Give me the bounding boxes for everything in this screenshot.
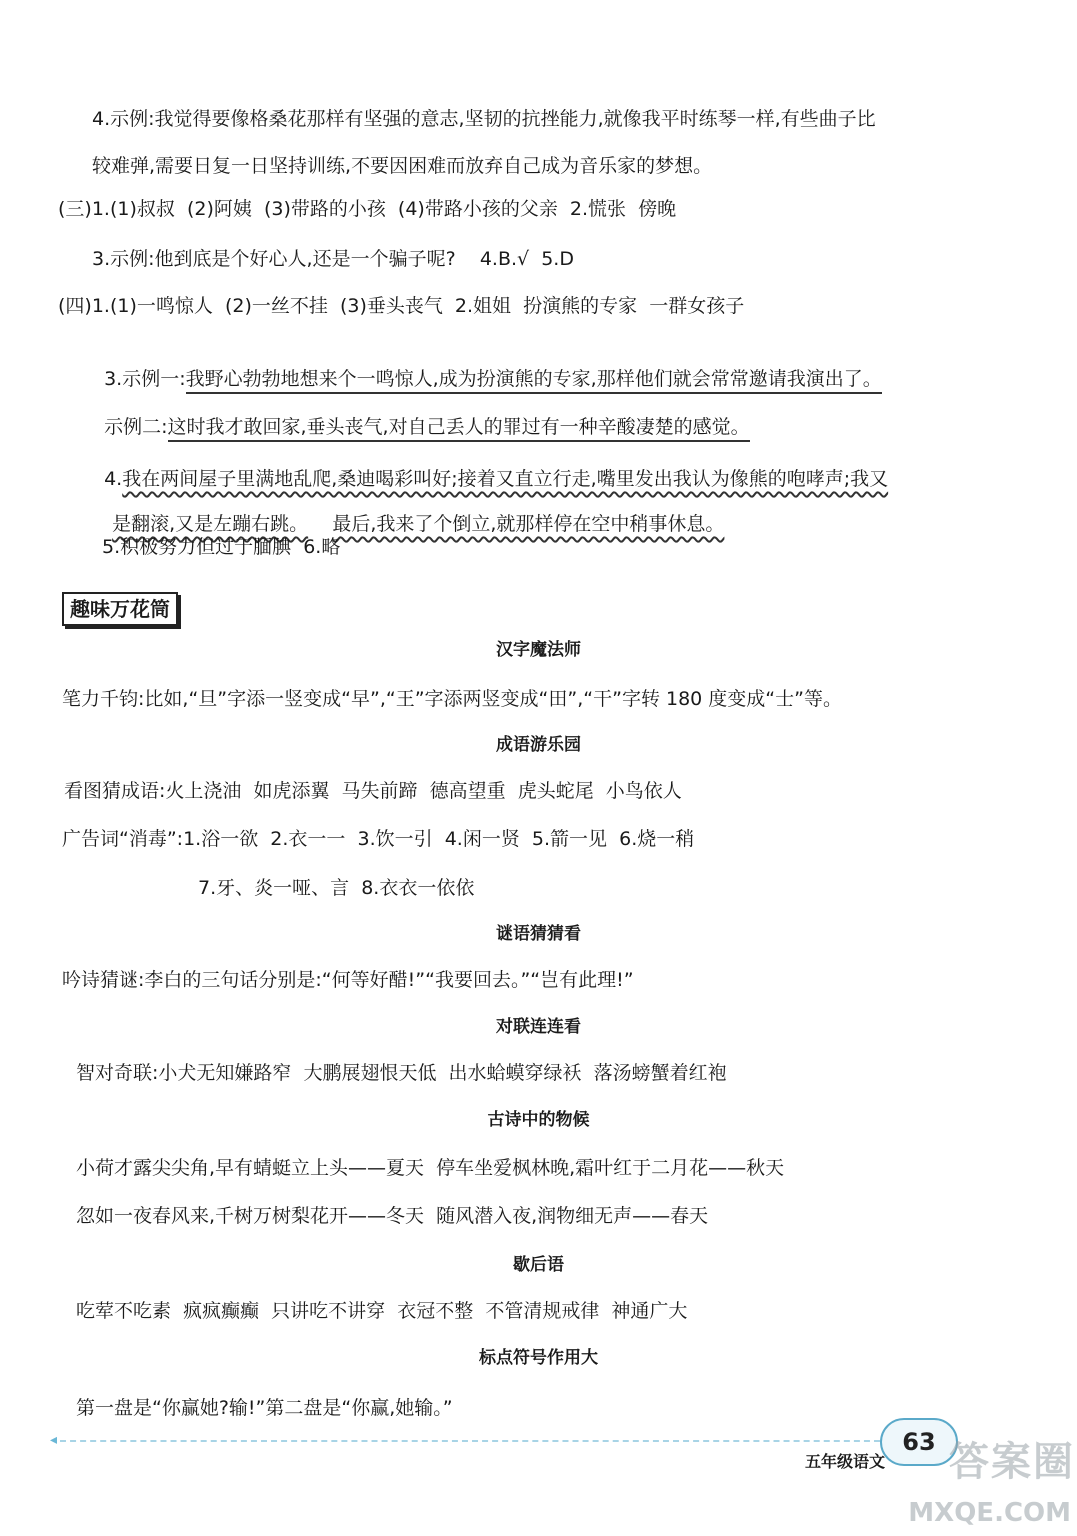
subheading: 谜语猜猜看 <box>496 924 581 944</box>
subheading: 对联连连看 <box>496 1017 581 1037</box>
subheading: 古诗中的物候 <box>487 1110 590 1130</box>
wavy-underlined-answer: 最后,我来了个倒立,就那样停在空中稍事休息。 <box>332 513 725 535</box>
footer-divider <box>60 1440 880 1442</box>
wavy-underlined-answer: 是翻滚,又是左蹦右跳。 <box>112 513 309 535</box>
underlined-answer: 这时我才敢回家,垂头丧气,对自己丢人的罪过有一种辛酸凄楚的感觉。 <box>168 416 750 442</box>
content-line: 笔力千钧:比如,“旦”字添一竖变成“早”,“王”字添两竖变成“田”,“干”字转 180 度变成“士”等。 <box>62 688 842 710</box>
subheading: 成语游乐园 <box>496 735 581 755</box>
content-line: 广告词“消毒”:1.浴一欲 2.衣一一 3.饮一引 4.闲一贤 5.箭一见 6.烧一稍 <box>62 828 695 850</box>
footer-grade: 五年级语文 <box>805 1452 886 1471</box>
content-line: 7.牙、炎一哑、言 8.衣衣一依依 <box>198 877 475 899</box>
answer-prefix: 4. <box>104 468 123 490</box>
subheading: 汉字魔法师 <box>496 640 581 660</box>
subheading: 标点符号作用大 <box>479 1348 598 1368</box>
page-number: 63 <box>880 1418 958 1466</box>
arrow-left-icon: ◂ <box>50 1432 58 1448</box>
answer-line <box>100 485 724 537</box>
answer-line: 3.示例:他到底是个好心人,还是一个骗子呢? 4.B.√ 5.D <box>92 248 574 270</box>
wavy-underlined-answer: 我在两间屋子里满地乱爬,桑迪喝彩叫好;接着又直立行走,嘴里发出我认为像熊的咆哮声;我又 <box>122 468 889 490</box>
answer-line <box>92 388 750 440</box>
content-line: 吟诗猜谜:李白的三句话分别是:“何等好醋!”“我要回去。”“岂有此理!” <box>62 969 634 991</box>
answer-prefix: 示例二: <box>104 416 168 438</box>
content-line: 智对奇联:小犬无知嫌路窄 大鹏展翅恨天低 出水蛤蟆穿绿袄 落汤螃蟹着红袍 <box>76 1062 727 1084</box>
answer-line: 5.积极努力但过于腼腆 6.略 <box>102 536 341 558</box>
content-line: 第一盘是“你赢她?输!”第二盘是“你赢,她输。” <box>76 1397 453 1419</box>
answer-line: 较难弹,需要日复一日坚持训练,不要因困难而放弃自己成为音乐家的梦想。 <box>92 155 713 177</box>
answer-line <box>92 340 882 392</box>
watermark-text: 答案圈 <box>949 1439 1075 1485</box>
answer-line: (四)1.(1)一鸣惊人 (2)一丝不挂 (3)垂头丧气 2.姐姐 扮演熊的专家 一群女孩子 <box>58 295 745 317</box>
answer-line: (三)1.(1)叔叔 (2)阿姨 (3)带路的小孩 (4)带路小孩的父亲 2.慌张 傍晚 <box>58 198 677 220</box>
content-line: 看图猜成语:火上浇油 如虎添翼 马失前蹄 德高望重 虎头蛇尾 小鸟依人 <box>64 780 682 802</box>
subheading: 歇后语 <box>513 1255 564 1275</box>
content-line: 吃荤不吃素 疯疯癫癫 只讲吃不讲穿 衣冠不整 不管清规戒律 神通广大 <box>76 1300 688 1322</box>
content-line: 忽如一夜春风来,千树万树梨花开——冬天 随风潜入夜,润物细无声——春天 <box>76 1205 709 1227</box>
underlined-answer: 我野心勃勃地想来个一鸣惊人,成为扮演熊的专家,那样他们就会常常邀请我演出了。 <box>186 368 882 394</box>
watermark-url: MXQE.COM <box>908 1498 1071 1528</box>
answer-line: 4.示例:我觉得要像格桑花那样有坚强的意志,坚韧的抗挫能力,就像我平时练琴一样,有些曲子比 <box>92 108 876 130</box>
section-title: 趣味万花筒 <box>62 592 178 626</box>
answer-prefix: 3.示例一: <box>104 368 186 390</box>
content-line: 小荷才露尖尖角,早有蜻蜓立上头——夏天 停车坐爱枫林晚,霜叶红于二月花——秋天 <box>76 1157 785 1179</box>
